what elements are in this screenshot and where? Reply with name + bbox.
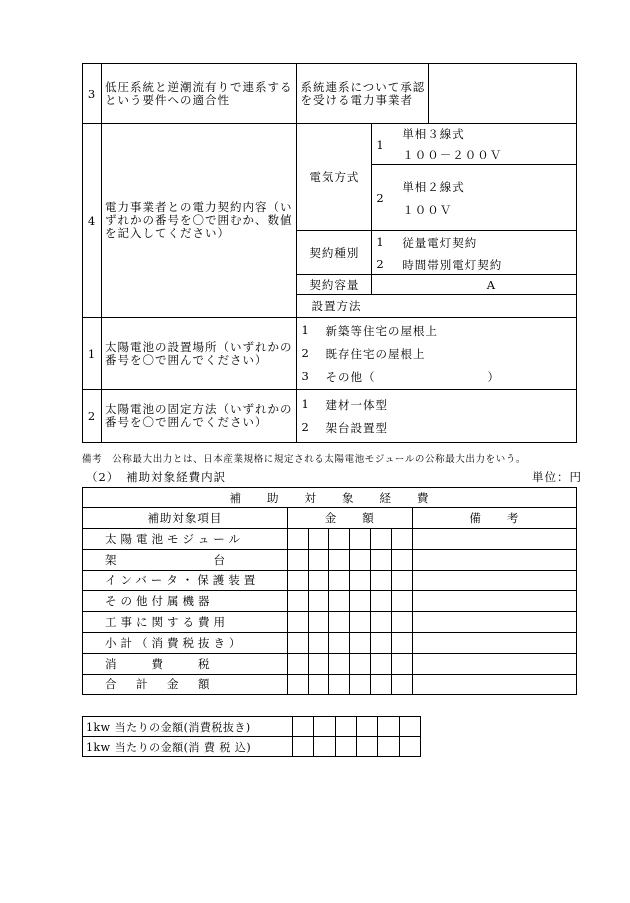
expense-item-label: 小計（消費税抜き） xyxy=(83,632,288,653)
electric-system-label: 電気方式 xyxy=(297,124,372,231)
amount-digit-cell[interactable] xyxy=(314,737,335,757)
expense-row xyxy=(83,632,577,653)
contract-type-label: 契約種別 xyxy=(297,231,372,275)
amount-digit-cell[interactable] xyxy=(293,717,314,737)
amount-digit-cell[interactable] xyxy=(391,612,412,633)
amount-digit-cell[interactable] xyxy=(308,591,329,612)
expense-rows xyxy=(82,528,577,695)
amount-digit-cell[interactable] xyxy=(399,717,420,737)
expense-item-label: 消 費 税 xyxy=(83,653,288,674)
row-number: 4 xyxy=(83,124,102,318)
per-kw-excl-tax-label: 1kw 当たりの金額(消費税抜き) xyxy=(83,717,293,737)
row-number: 1 xyxy=(83,318,102,390)
mount-method-label: 太陽電池の固定方法（いずれかの番号を〇で囲んでください） xyxy=(101,390,297,443)
expense-table-title: 補 助 対 象 経 費 xyxy=(83,488,577,508)
contract-label: 電力事業者との電力契約内容（いずれかの番号を〇で囲むか、数値を記入してください） xyxy=(101,124,297,318)
amount-digit-cell[interactable] xyxy=(350,570,371,591)
amount-digit-cell[interactable] xyxy=(287,653,308,674)
amount-digit-cell[interactable] xyxy=(329,632,350,653)
electric-system-option-1[interactable]: 1 単相３線式 １００－２００Ｖ xyxy=(372,124,577,165)
section-heading: （2） 補助対象経費内訳 xyxy=(86,470,227,484)
amount-digit-cell[interactable] xyxy=(293,737,314,757)
amount-digit-cell[interactable] xyxy=(308,549,329,570)
amount-digit-cell[interactable] xyxy=(308,632,329,653)
remarks-note: 備考 公称最大出力とは、日本産業規格に規定される太陽電池モジュールの公称最大出力をいう。 xyxy=(82,454,527,465)
section-title: 設置方法 xyxy=(297,295,577,318)
amount-digit-cell[interactable] xyxy=(314,717,335,737)
amount-digit-cell[interactable] xyxy=(378,737,399,757)
expense-item-label: インバータ・保護装置 xyxy=(83,570,288,591)
amount-digit-cell[interactable] xyxy=(356,737,377,757)
amount-digit-cell[interactable] xyxy=(371,591,392,612)
amount-digit-cell[interactable] xyxy=(308,570,329,591)
expense-row xyxy=(83,549,577,570)
amount-digit-cell[interactable] xyxy=(350,612,371,633)
amount-digit-cell[interactable] xyxy=(287,570,308,591)
amount-digit-cell[interactable] xyxy=(287,674,308,695)
amount-digit-cell[interactable] xyxy=(391,591,412,612)
expense-item-label: 合 計 金 額 xyxy=(83,674,288,695)
amount-digit-cell[interactable] xyxy=(287,529,308,550)
amount-digit-cell[interactable] xyxy=(350,529,371,550)
expense-row xyxy=(83,612,577,633)
remarks-cell[interactable] xyxy=(412,591,576,612)
amount-digit-cell[interactable] xyxy=(391,570,412,591)
amount-digit-cell[interactable] xyxy=(399,737,420,757)
install-location-label: 太陽電池の設置場所（いずれかの番号を〇で囲んでください） xyxy=(101,318,297,390)
contract-capacity-label: 契約容量 xyxy=(297,275,372,295)
remarks-cell[interactable] xyxy=(412,674,576,695)
amount-digit-cell[interactable] xyxy=(287,612,308,633)
amount-digit-cell[interactable] xyxy=(350,591,371,612)
expense-item-label: 工事に関する費用 xyxy=(83,612,288,633)
row-number: 3 xyxy=(83,64,102,124)
amount-digit-cell[interactable] xyxy=(308,653,329,674)
remarks-cell[interactable] xyxy=(412,549,576,570)
expense-item-label: その他付属機器 xyxy=(83,591,288,612)
amount-digit-cell[interactable] xyxy=(391,529,412,550)
mount-method-options[interactable]: 1 建材一体型 2 架台設置型 xyxy=(297,390,577,443)
remarks-cell[interactable] xyxy=(412,653,576,674)
per-kw-incl-tax-label: 1kw 当たりの金額(消 費 税 込) xyxy=(83,737,293,757)
amount-digit-cell[interactable] xyxy=(391,653,412,674)
amount-digit-cell[interactable] xyxy=(335,717,356,737)
remarks-cell[interactable] xyxy=(412,612,576,633)
remarks-cell[interactable] xyxy=(412,570,576,591)
amount-digit-cell[interactable] xyxy=(350,632,371,653)
expense-row xyxy=(83,591,577,612)
amount-digit-cell[interactable] xyxy=(329,653,350,674)
utility-value-field[interactable] xyxy=(429,64,577,124)
amount-digit-cell[interactable] xyxy=(371,549,392,570)
amount-digit-cell[interactable] xyxy=(308,612,329,633)
amount-digit-cell[interactable] xyxy=(329,612,350,633)
expense-row xyxy=(83,529,577,550)
amount-digit-cell[interactable] xyxy=(287,591,308,612)
contract-type-options[interactable]: 1 従量電灯契約 2 時間帯別電灯契約 xyxy=(372,231,577,275)
amount-digit-cell[interactable] xyxy=(391,632,412,653)
amount-digit-cell[interactable] xyxy=(371,653,392,674)
amount-digit-cell[interactable] xyxy=(329,549,350,570)
amount-digit-cell[interactable] xyxy=(391,674,412,695)
utility-label: 系統連系について承認を受ける電力事業者 xyxy=(297,64,429,124)
expense-item-label: 太陽電池モジュール xyxy=(83,529,288,550)
amount-digit-cell[interactable] xyxy=(378,717,399,737)
expense-row xyxy=(83,653,577,674)
amount-digit-cell[interactable] xyxy=(287,632,308,653)
amount-digit-cell[interactable] xyxy=(308,529,329,550)
application-table xyxy=(82,63,577,443)
amount-digit-cell[interactable] xyxy=(329,570,350,591)
amount-digit-cell[interactable] xyxy=(329,674,350,695)
expense-table xyxy=(82,487,577,529)
amount-digit-cell[interactable] xyxy=(391,549,412,570)
install-location-options[interactable]: 1 新築等住宅の屋根上 2 既存住宅の屋根上 3 その他（ ） xyxy=(297,318,577,390)
amount-digit-cell[interactable] xyxy=(371,570,392,591)
requirement-label: 低圧系統と逆潮流有りで連系するという要件への適合性 xyxy=(101,64,297,124)
amount-digit-cell[interactable] xyxy=(371,674,392,695)
remarks-cell[interactable] xyxy=(412,632,576,653)
amount-digit-cell[interactable] xyxy=(287,549,308,570)
amount-digit-cell[interactable] xyxy=(371,529,392,550)
amount-digit-cell[interactable] xyxy=(371,612,392,633)
amount-digit-cell[interactable] xyxy=(350,674,371,695)
expense-row xyxy=(83,570,577,591)
column-header-item: 補助対象項目 xyxy=(83,508,288,529)
amount-digit-cell[interactable] xyxy=(350,653,371,674)
contract-capacity-field[interactable]: A xyxy=(372,275,577,295)
expense-row xyxy=(83,674,577,695)
remarks-cell[interactable] xyxy=(412,529,576,550)
per-kw-table xyxy=(82,716,421,757)
amount-digit-cell[interactable] xyxy=(350,549,371,570)
row-number: 2 xyxy=(83,390,102,443)
amount-digit-cell[interactable] xyxy=(308,674,329,695)
amount-digit-cell[interactable] xyxy=(329,591,350,612)
expense-item-label: 架 台 xyxy=(83,549,288,570)
electric-system-option-2[interactable]: 2 単相２線式 １００Ｖ xyxy=(372,165,577,231)
unit-label: 単位：円 xyxy=(532,470,582,484)
amount-digit-cell[interactable] xyxy=(371,632,392,653)
amount-digit-cell[interactable] xyxy=(329,529,350,550)
amount-digit-cell[interactable] xyxy=(335,737,356,757)
amount-digit-cell[interactable] xyxy=(356,717,377,737)
column-header-remarks: 備 考 xyxy=(412,508,576,529)
column-header-amount: 金 額 xyxy=(287,508,412,529)
